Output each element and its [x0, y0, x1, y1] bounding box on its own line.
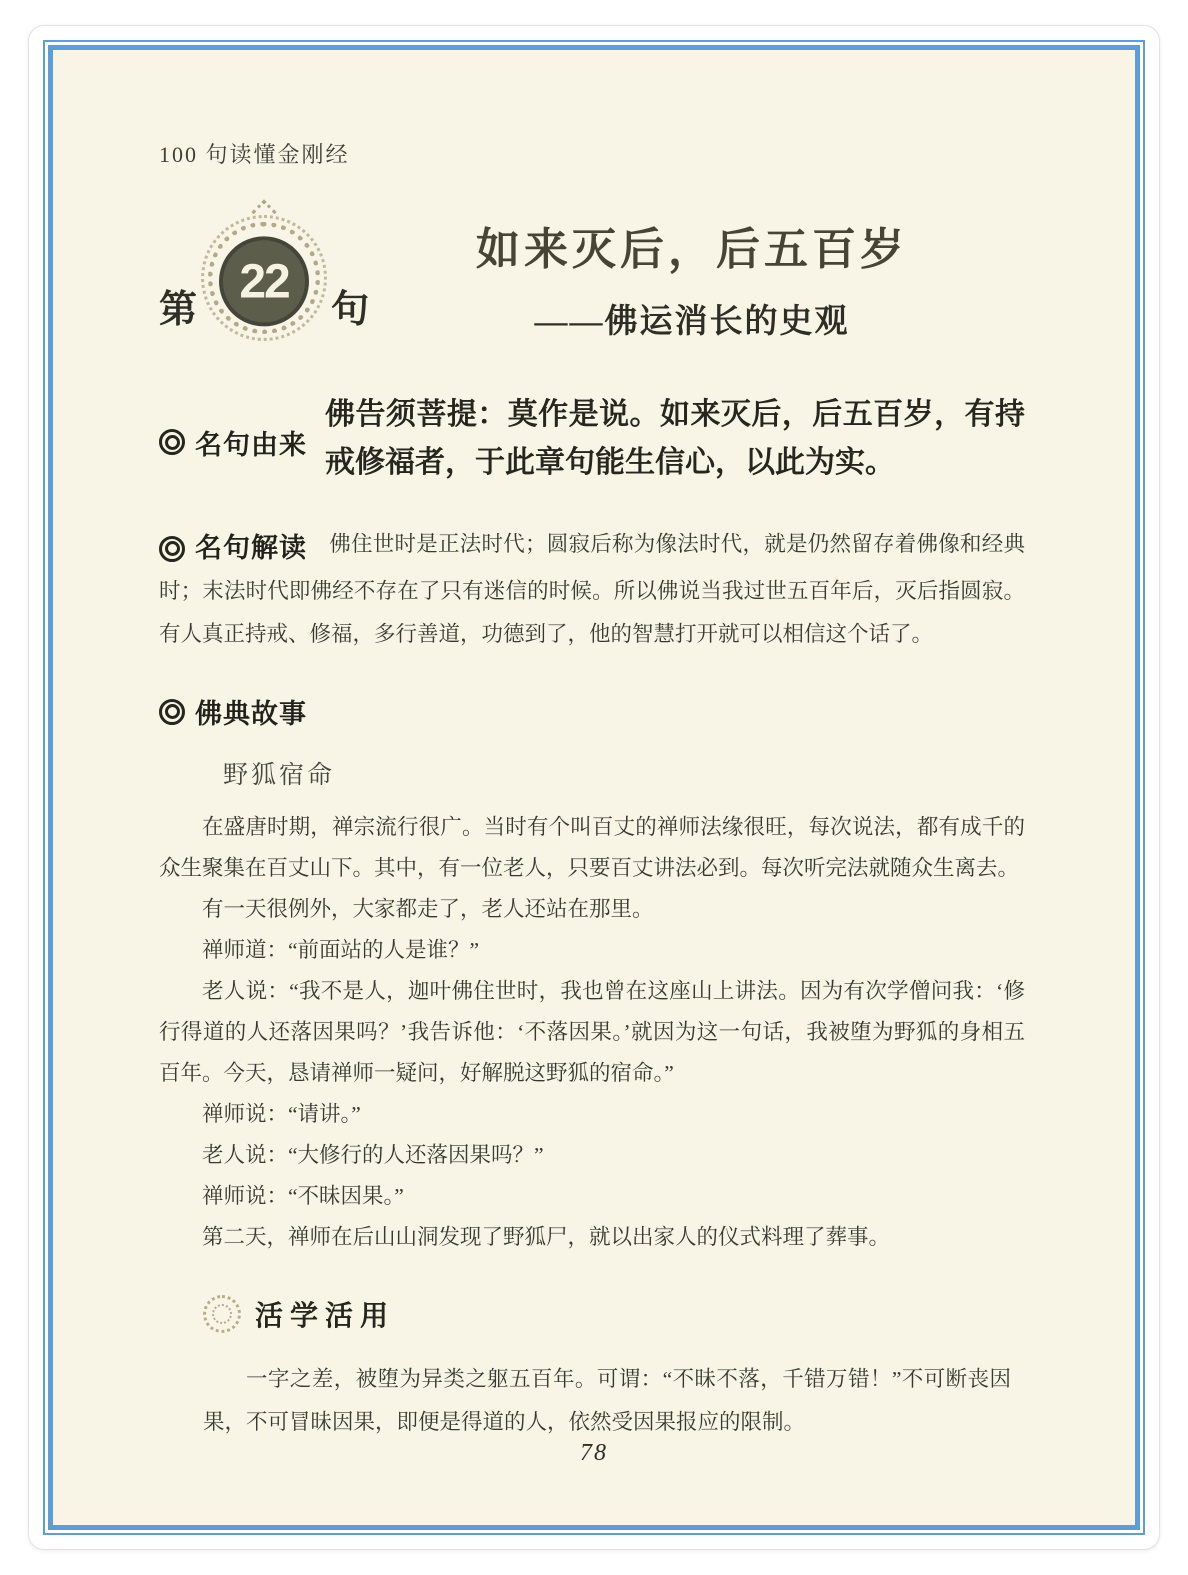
book-page	[28, 25, 1160, 1550]
double-circle-bullet-icon	[159, 536, 185, 562]
chapter-subtitle: ——佛运消长的史观	[534, 304, 850, 340]
story-title: 野狐宿命	[223, 762, 336, 789]
story-paragraph: 老人说：“大修行的人还落因果吗？”	[202, 1143, 544, 1167]
origin-heading	[159, 391, 307, 487]
badge-prefix: 第	[159, 289, 198, 331]
badge-suffix: 句	[331, 289, 370, 331]
story-label: 佛典故事	[195, 699, 307, 729]
story-paragraph: 在盛唐时期，禅宗流行很广。当时有个叫百丈的禅师法缘很旺，每次说法，都有成千的众生聚集在百丈山下。其中，有一位老人，只要百丈讲法必到。每次听完法就随众生离去。	[159, 815, 1025, 880]
page-number: 78	[580, 1440, 608, 1466]
outer-blue-frame	[43, 40, 1145, 1535]
section-application	[203, 1294, 1025, 1444]
rosette-bullet-icon	[203, 1295, 241, 1333]
inner-blue-frame	[48, 45, 1140, 1530]
application-label: 活学活用	[255, 1301, 396, 1332]
lotus-medallion-icon	[197, 203, 331, 349]
story-paragraph: 第二天，禅师在后山山洞发现了野狐尸，就以出家人的仪式料理了葬事。	[202, 1225, 891, 1249]
medallion-core	[219, 236, 309, 326]
origin-quote: 佛告须菩提：莫作是说。如来灭后，后五百岁，有持戒修福者，于此章句能生信心，以此为实。	[325, 398, 1025, 479]
application-text: 一字之差，被堕为异类之躯五百年。可谓：“不昧不落，千错万错！”不可断丧因果，不可冒昧因果，即便是得道的人，依然受因果报应的限制。	[203, 1367, 1011, 1434]
double-circle-bullet-icon	[159, 429, 185, 455]
interpretation-heading	[159, 527, 307, 570]
section-origin	[159, 391, 1025, 487]
chapter-number: 22	[239, 254, 289, 308]
section-interpretation	[159, 523, 1025, 656]
chapter-title: 如来灭后，后五百岁	[476, 225, 908, 274]
story-paragraph: 禅师说：“不昧因果。”	[202, 1184, 404, 1208]
story-paragraph: 禅师道：“前面站的人是谁？”	[202, 938, 480, 962]
story-paragraph: 有一天很例外，大家都走了，老人还站在那里。	[202, 897, 654, 921]
origin-label: 名句由来	[195, 429, 307, 460]
interpretation-label: 名句解读	[195, 533, 307, 563]
double-circle-bullet-icon	[159, 699, 185, 725]
chapter-header-row	[159, 203, 1025, 351]
interpretation-text: 佛住世时是正法时代；圆寂后称为像法时代，就是仍然留存着佛像和经典时；末法时代即佛经不存在了只有迷信的时候。所以佛说当我过世五百年后，灭后指圆寂。有人真正持戒、修福，多行善道，功德到了，他的智慧打开就可以相信这个话了。	[159, 532, 1025, 646]
chapter-badge	[159, 203, 389, 349]
section-story-heading	[159, 692, 1025, 731]
story-paragraph: 禅师说：“请讲。”	[202, 1102, 361, 1126]
application-heading	[203, 1294, 1025, 1334]
chapter-title-block	[389, 203, 1025, 342]
story-paragraph: 老人说：“我不是人，迦叶佛住世时，我也曾在这座山上讲法。因为有次学僧问我：‘修行得道的人还落因果吗？’我告诉他：‘不落因果。’就因为这一句话，我被堕为野狐的身相五百年。今天，恳请禅师一疑问，好解脱这野狐的宿命。”	[159, 979, 1025, 1085]
story-body	[159, 807, 1025, 1258]
book-header: 100 句读懂金刚经	[159, 142, 350, 167]
